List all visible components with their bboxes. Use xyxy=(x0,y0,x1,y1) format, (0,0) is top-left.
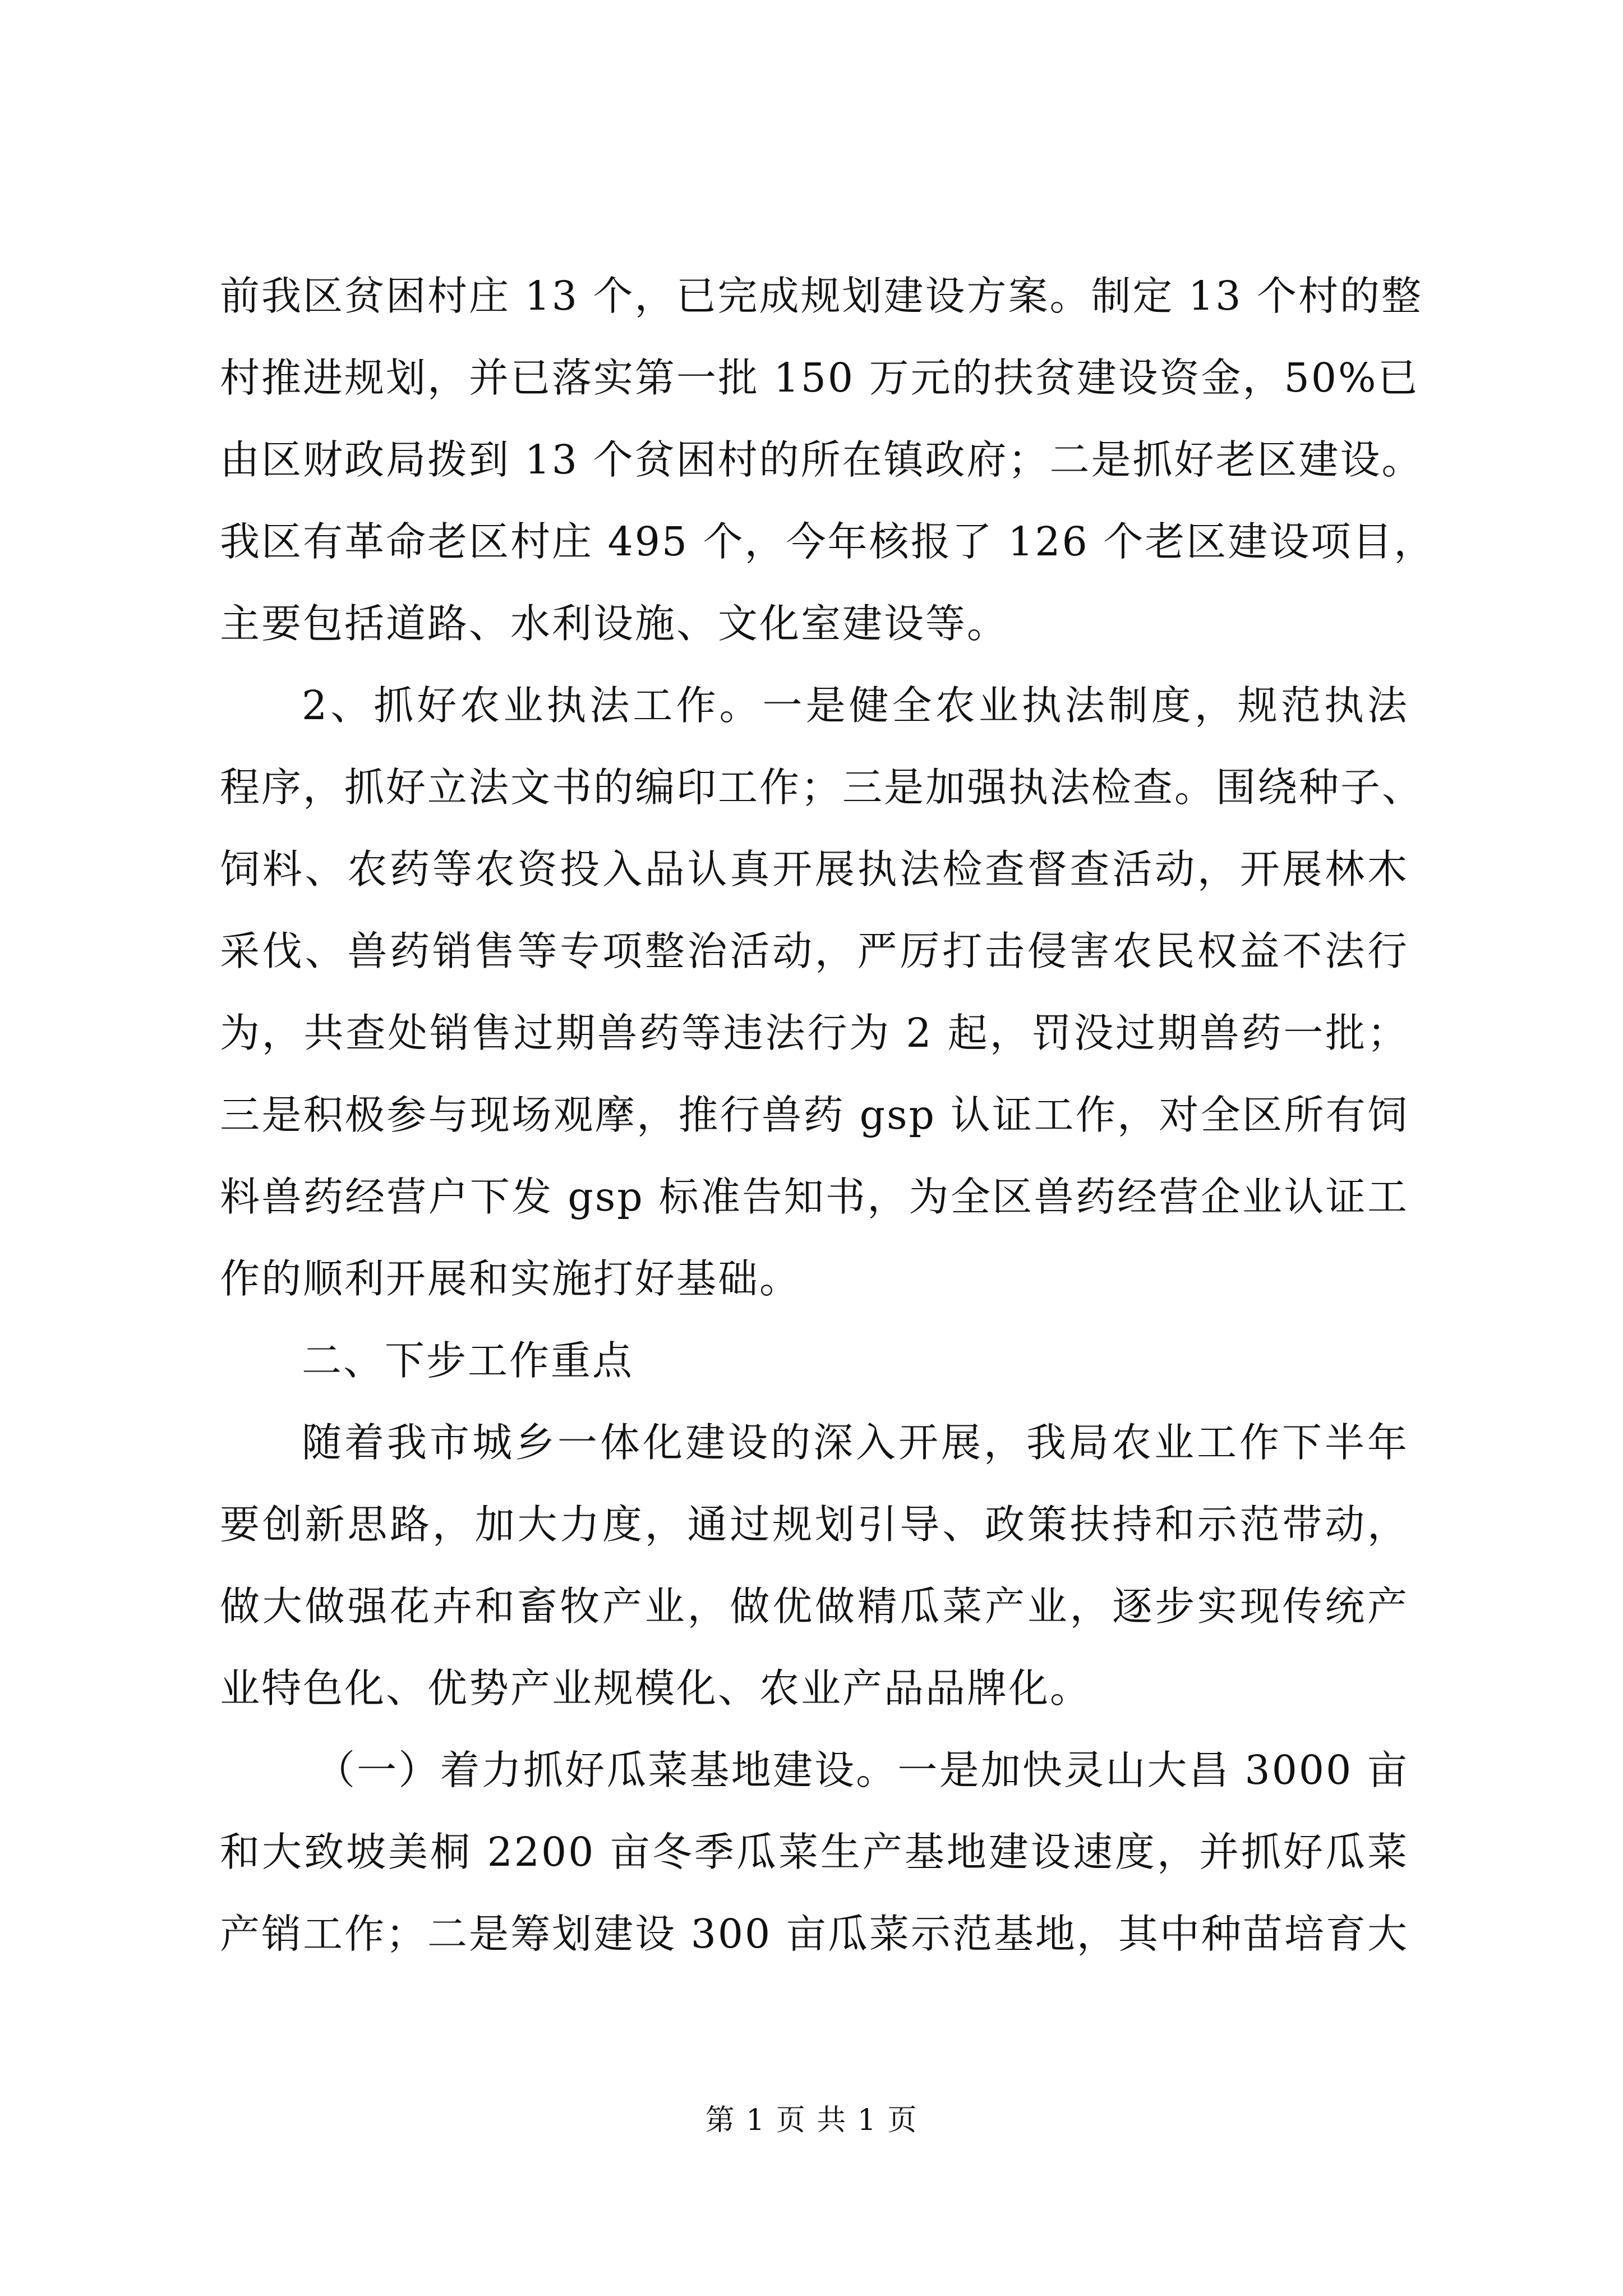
text-line: 程序，抓好立法文书的编印工作；三是加强执法检查。围绕种子、 xyxy=(220,764,1424,811)
text-line: 2、抓好农业执法工作。一是健全农业执法制度，规范执法 xyxy=(302,682,1409,729)
section-heading: 二、下步工作重点 xyxy=(302,1337,634,1384)
text-line: 料兽药经营户下发 gsp 标准告知书，为全区兽药经营企业认证工 xyxy=(220,1174,1409,1220)
text-line: 业特色化、优势产业规模化、农业产品品牌化。 xyxy=(220,1665,1092,1711)
text-line: 饲料、农药等农资投入品认真开展执法检查督查活动，开展林木 xyxy=(220,846,1409,892)
text-line: （一）着力抓好瓜菜基地建设。一是加快灵山大昌 3000 亩 xyxy=(315,1747,1409,1793)
text-line: 和大致坡美桐 2200 亩冬季瓜菜生产基地建设速度，并抓好瓜菜 xyxy=(220,1829,1409,1875)
text-line: 由区财政局拨到 13 个贫困村的所在镇政府；二是抓好老区建设。 xyxy=(220,436,1423,483)
page-footer: 第 1 页 共 1 页 xyxy=(705,2104,918,2137)
text-line: 作的顺利开展和实施打好基础。 xyxy=(220,1255,801,1302)
document-body xyxy=(220,255,1436,1975)
text-line: 随着我市城乡一体化建设的深入开展，我局农业工作下半年 xyxy=(302,1419,1409,1466)
text-line: 三是积极参与现场观摩，推行兽药 gsp 认证工作，对全区所有饲 xyxy=(220,1092,1409,1138)
text-line: 主要包括道路、水利设施、文化室建设等。 xyxy=(220,600,1009,647)
text-line: 要创新思路，加大力度，通过规划引导、政策扶持和示范带动， xyxy=(220,1501,1409,1548)
text-line: 采伐、兽药销售等专项整治活动，严厉打击侵害农民权益不法行 xyxy=(220,928,1409,974)
text-line: 为，共查处销售过期兽药等违法行为 2 起，罚没过期兽药一批； xyxy=(220,1010,1409,1056)
text-line: 产销工作；二是筹划建设 300 亩瓜菜示范基地，其中种苗培育大 xyxy=(220,1911,1409,1957)
text-line: 我区有革命老区村庄 495 个，今年核报了 126 个老区建设项目， xyxy=(220,518,1436,565)
text-line: 前我区贫困村庄 13 个，已完成规划建设方案。制定 13 个村的整 xyxy=(220,273,1423,319)
text-line: 做大做强花卉和畜牧产业，做优做精瓜菜产业，逐步实现传统产 xyxy=(220,1583,1409,1630)
text-line: 村推进规划，并已落实第一批 150 万元的扶贫建设资金，50%已 xyxy=(220,355,1419,401)
